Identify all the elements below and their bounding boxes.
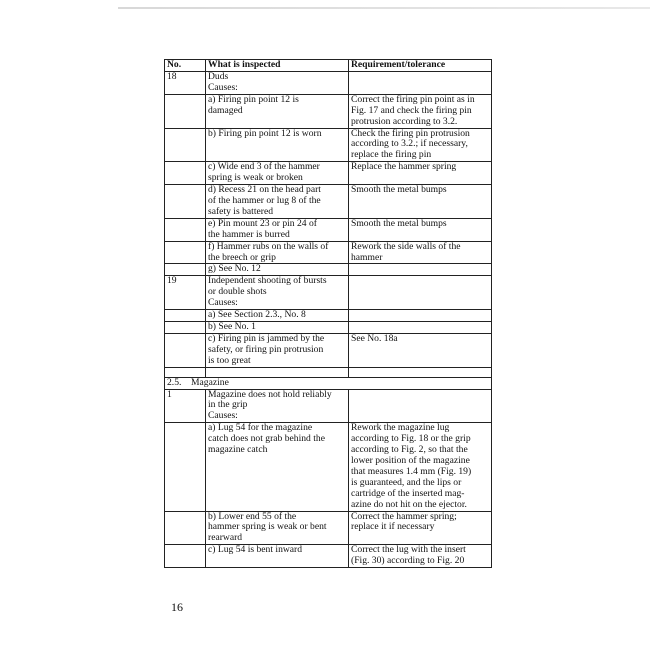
what-inspected-cell [206, 389, 349, 423]
section-number: 2.5. [167, 376, 182, 388]
item-number-cell [165, 241, 206, 264]
item-number-cell: 1 [165, 389, 206, 423]
section-row [165, 377, 492, 389]
table-row [165, 389, 492, 423]
cell-text-line: Rework the magazine lug [351, 422, 450, 434]
item-number-cell: 19 [165, 276, 206, 310]
what-inspected-cell [206, 545, 349, 568]
cell-text-line: hammer [351, 251, 383, 263]
table-row [165, 241, 492, 264]
header-what-inspected: What is inspected [206, 60, 349, 72]
cell-text-line: g) See No. 12 [208, 263, 261, 275]
what-inspected-cell [206, 321, 349, 333]
what-inspected-cell [206, 72, 349, 95]
what-inspected-cell [206, 185, 349, 219]
item-number-cell [165, 94, 206, 128]
requirement-cell [349, 218, 492, 241]
item-number-cell [165, 185, 206, 219]
table-row [165, 310, 492, 322]
cell-text-line: b) Firing pin point 12 is worn [208, 127, 322, 139]
cell-text-line: according to Fig. 18 or the grip [351, 433, 471, 445]
table-row [165, 511, 492, 545]
cell-text-line: damaged [208, 104, 243, 116]
cell-text-line: (Fig. 30) according to Fig. 20 [351, 555, 465, 567]
cell-text-line: b) See No. 1 [208, 320, 256, 332]
item-1-group [165, 389, 492, 568]
item-19-group [165, 276, 492, 367]
requirement-cell [349, 333, 492, 367]
what-inspected-cell [206, 310, 349, 322]
page-top-edge [118, 7, 650, 9]
cell-text-line: Correct the lug with the insert [351, 544, 466, 556]
cell-text-line: Smooth the metal bumps [351, 184, 447, 196]
cell-text-line: Check the firing pin protrusion [351, 127, 470, 139]
cell-text-line: b) Lower end 55 of the [208, 510, 297, 522]
item-number-cell [165, 162, 206, 185]
requirement-cell [349, 264, 492, 276]
cell-text-line: the hammer is burred [208, 228, 290, 240]
item-number-cell [165, 310, 206, 322]
cell-text-line: hammer spring is weak or bent [208, 521, 327, 533]
cell-text-line: that measures 1.4 mm (Fig. 19) [351, 465, 472, 477]
cell-text-line: according to Fig. 2, so that the [351, 444, 468, 456]
requirement-cell [349, 545, 492, 568]
cell-text-line: d) Recess 21 on the head part [208, 184, 321, 196]
table-row [165, 162, 492, 185]
requirement-cell [349, 185, 492, 219]
what-inspected-cell [206, 423, 349, 511]
cell-text-line: c) Firing pin is jammed by the [208, 332, 325, 344]
inspection-table [164, 59, 492, 568]
cell-text-line: Rework the side walls of the [351, 240, 461, 252]
spacer-row [165, 367, 492, 377]
requirement-cell [349, 72, 492, 95]
cell-text-line: replace it if necessary [351, 521, 435, 533]
requirement-cell [349, 310, 492, 322]
cell-text-line: a) Firing pin point 12 is [208, 93, 299, 105]
what-inspected-cell [206, 264, 349, 276]
requirement-cell [349, 423, 492, 511]
item-number-cell [165, 128, 206, 162]
cell-text-line: catch does not grab behind the [208, 433, 325, 445]
cell-text-line: of the hammer or lug 8 of the [208, 194, 321, 206]
cell-text-line: cartridge of the inserted mag- [351, 487, 465, 499]
cell-text-line: spring is weak or broken [208, 172, 303, 184]
requirement-cell [349, 241, 492, 264]
item-18-group [165, 72, 492, 276]
cell-text-line: protrusion according to 3.2. [351, 115, 458, 127]
cell-text-line: a) Lug 54 for the magazine [208, 422, 313, 434]
cell-text-line: c) Wide end 3 of the hammer [208, 161, 320, 173]
item-number-cell [165, 423, 206, 511]
cell-text-line: Correct the hammer spring; [351, 510, 457, 522]
cell-text-line: the breech or grip [208, 251, 276, 263]
table-header-row [165, 60, 492, 72]
table-row [165, 264, 492, 276]
cell-text-line: in the grip [208, 399, 248, 411]
table-row [165, 545, 492, 568]
cell-text-line: Magazine does not hold reliably [208, 388, 332, 400]
table-row [165, 218, 492, 241]
cell-text-line: rearward [208, 532, 243, 544]
cell-text-line: lower position of the magazine [351, 455, 470, 466]
table-row [165, 276, 492, 310]
cell-text-line: safety is battered [208, 205, 273, 217]
cell-text-line: Replace the hammer spring [351, 161, 457, 173]
item-number-cell [165, 264, 206, 276]
table-row [165, 94, 492, 128]
table-row [165, 321, 492, 333]
requirement-cell [349, 276, 492, 310]
cell-text-line: c) Lug 54 is bent inward [208, 544, 303, 556]
item-number-cell [165, 511, 206, 545]
cell-text-line: Causes: [208, 297, 238, 309]
cell-text-line: Causes: [208, 81, 238, 93]
item-number-cell [165, 218, 206, 241]
requirement-cell [349, 511, 492, 545]
spacer-group [165, 367, 492, 377]
table-row [165, 185, 492, 219]
cell-text-line: or double shots [208, 286, 267, 298]
cell-text-line: Correct the firing pin point as in [351, 93, 475, 105]
requirement-cell [349, 162, 492, 185]
cell-text-line: a) See Section 2.3., No. 8 [208, 309, 306, 321]
requirement-cell [349, 94, 492, 128]
cell-text-line: Independent shooting of bursts [208, 275, 327, 287]
cell-text-line: safety, or firing pin protrusion [208, 343, 324, 355]
header-requirement: Requirement/tolerance [349, 60, 492, 72]
section-heading [165, 377, 492, 389]
what-inspected-cell [206, 162, 349, 185]
table-row [165, 423, 492, 511]
what-inspected-cell [206, 511, 349, 545]
cell-text-line: is guaranteed, and the lips or [351, 476, 462, 488]
item-number-cell [165, 545, 206, 568]
cell-text-line: magazine catch [208, 444, 268, 456]
header-no: No. [165, 60, 206, 72]
cell-text-line: azine do not hit on the ejector. [351, 498, 467, 510]
item-number-cell [165, 333, 206, 367]
cell-text-line: Smooth the metal bumps [351, 217, 447, 229]
section-title: Magazine [191, 376, 229, 388]
requirement-cell [349, 389, 492, 423]
what-inspected-cell [206, 276, 349, 310]
page-number: 16 [171, 600, 183, 614]
cell-text-line: e) Pin mount 23 or pin 24 of [208, 217, 317, 229]
cell-text-line: See No. 18a [351, 332, 398, 344]
cell-text-line: Causes: [208, 410, 238, 422]
cell-text-line: replace the firing pin [351, 149, 432, 161]
cell-text-line: is too great [208, 354, 251, 366]
item-number-cell: 18 [165, 72, 206, 95]
cell-text-line: Duds [208, 71, 229, 82]
what-inspected-cell [206, 218, 349, 241]
cell-text-line: f) Hammer rubs on the walls of [208, 240, 329, 252]
requirement-cell [349, 321, 492, 333]
item-number-cell [165, 321, 206, 333]
what-inspected-cell [206, 241, 349, 264]
what-inspected-cell [206, 94, 349, 128]
what-inspected-cell [206, 333, 349, 367]
requirement-cell [349, 128, 492, 162]
cell-text-line: Fig. 17 and check the firing pin [351, 104, 472, 116]
table-row [165, 128, 492, 162]
what-inspected-cell [206, 128, 349, 162]
cell-text-line: according to 3.2.; if necessary, [351, 138, 468, 150]
section-group [165, 377, 492, 389]
table-row [165, 333, 492, 367]
table-row [165, 72, 492, 95]
